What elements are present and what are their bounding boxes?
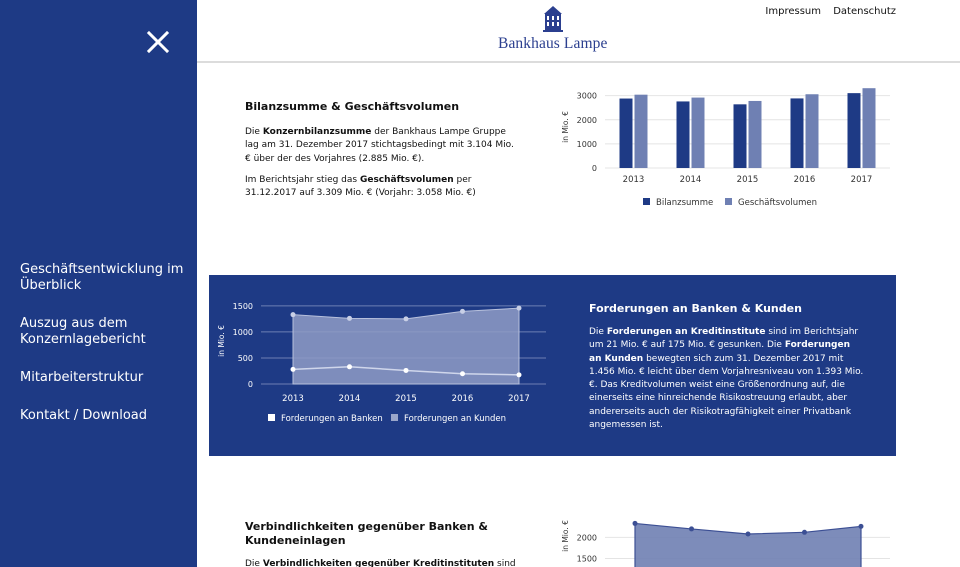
y-axis-label: in Mio. € <box>561 111 570 143</box>
section-forderungen <box>209 275 896 456</box>
y-axis-label: in Mio. € <box>561 520 570 552</box>
nav-item-konzernlagebericht[interactable]: Auszug aus dem Konzernlagebericht <box>20 316 146 347</box>
section-title: Forderungen an Banken & Kunden <box>589 302 802 315</box>
data-point <box>689 526 694 531</box>
bar <box>749 101 762 168</box>
data-point <box>347 364 352 369</box>
data-point <box>517 306 522 311</box>
bold-text: Geschäftsvolumen <box>359 174 454 185</box>
x-tick-label: 2013 <box>622 175 645 185</box>
paragraph <box>245 558 520 567</box>
y-tick-label: 1500 <box>232 301 253 311</box>
data-point <box>859 524 864 529</box>
bold-text: Forderungen an Kreditinstitute <box>606 327 766 337</box>
nav-item-mitarbeiterstruktur[interactable]: Mitarbeiterstruktur <box>20 370 144 385</box>
text-run: sind <box>494 559 516 567</box>
bold-text: Forderungen an Kunden <box>589 340 850 364</box>
x-tick-label: 2015 <box>395 394 417 404</box>
y-tick-label: 1000 <box>576 139 597 149</box>
section-bilanzsumme <box>245 100 520 208</box>
area-chart-verbindlichkeiten <box>555 512 900 567</box>
legend-swatch <box>391 414 398 421</box>
nav-item-kontakt-download[interactable]: Kontakt / Download <box>20 408 148 423</box>
data-point <box>460 309 465 314</box>
bold-text: Konzernbilanzsumme <box>262 127 372 137</box>
bar <box>791 98 804 168</box>
data-point <box>404 316 409 321</box>
bank-building-icon <box>542 4 564 34</box>
data-point <box>802 530 807 535</box>
area-chart-forderungen <box>211 290 556 440</box>
text-run: per 31.12.2017 auf 3.309 Mio. € (Vorjahr: 3.058 Mio. €) <box>245 174 476 199</box>
x-tick-label: 2017 <box>850 175 873 185</box>
bar <box>635 95 648 168</box>
text-run: sind im Berichtsjahr um 21 Mio. € auf 175 Mio. € gesunken. Die <box>589 327 859 351</box>
legend-label: Geschäftsvolumen <box>738 198 817 208</box>
datenschutz-link[interactable]: Datenschutz <box>833 6 896 17</box>
data-point <box>291 367 296 372</box>
paragraph <box>245 126 520 166</box>
y-axis-label: in Mio. € <box>217 325 226 357</box>
data-point <box>291 312 296 317</box>
impressum-link[interactable]: Impressum <box>765 6 822 17</box>
bar <box>734 104 747 168</box>
y-tick-label: 1500 <box>576 554 597 564</box>
logo-text[interactable]: Bankhaus Lampe <box>498 35 608 52</box>
text-run: Die <box>245 559 263 567</box>
bold-text: Verbindlichkeiten gegenüber Kreditinstituten <box>262 559 495 567</box>
legend-label: Forderungen an Banken <box>281 414 383 424</box>
top-links <box>756 6 896 17</box>
bar <box>620 99 633 168</box>
y-tick-label: 0 <box>591 164 597 173</box>
y-tick-label: 500 <box>237 353 253 363</box>
x-tick-label: 2016 <box>451 394 474 404</box>
bar <box>692 98 705 168</box>
x-tick-label: 2017 <box>508 394 530 404</box>
header <box>197 0 960 63</box>
text-run: Die <box>589 327 607 337</box>
text-run: der Bankhaus Lampe Gruppe lag am 31. Dezember 2017 stichtagsbedingt mit 3.104 Mio. € über der des Vorjahres (2.885 Mio. €). <box>245 127 514 164</box>
x-tick-label: 2016 <box>793 175 816 185</box>
legend-label: Forderungen an Kunden <box>404 414 506 424</box>
x-tick-label: 2014 <box>679 175 702 185</box>
x-tick-label: 2014 <box>338 394 361 404</box>
area-series <box>635 523 861 567</box>
bar-chart-bilanzsumme <box>555 78 900 218</box>
legend-swatch <box>725 198 732 205</box>
legend-swatch <box>643 198 650 205</box>
text-run: Die <box>245 127 263 137</box>
data-point <box>404 368 409 373</box>
data-point <box>460 371 465 376</box>
data-point <box>517 372 522 377</box>
y-tick-label: 2000 <box>576 533 597 543</box>
legend-swatch <box>268 414 275 421</box>
data-point <box>633 521 638 526</box>
x-tick-label: 2015 <box>736 175 759 185</box>
section-verbindlichkeiten <box>245 520 520 567</box>
legend-label: Bilanzsumme <box>656 198 714 208</box>
y-tick-label: 1000 <box>232 327 253 337</box>
data-point <box>347 316 352 321</box>
sidebar-nav <box>20 262 190 446</box>
section-title: Verbindlichkeiten gegenüber Banken & Kundeneinlagen <box>245 520 488 547</box>
nav-item-geschaeftsentwicklung[interactable]: Geschäftsentwicklung im Überblick <box>20 262 184 293</box>
bar <box>806 94 819 168</box>
y-tick-label: 0 <box>247 380 253 389</box>
sidebar <box>0 0 197 567</box>
bar <box>848 93 861 168</box>
x-tick-label: 2013 <box>282 394 304 404</box>
paragraph <box>245 174 520 201</box>
text-run: bewegten sich zum 31. Dezember 2017 mit 1.456 Mio. € leicht über dem Vorjahresniveau von 1.393 Mio. €. Das Kreditvolumen weist eine Größenordnung auf, die einerseits eine hinreichende Risikostreuung erlaubt, aber andererseits auch der Risikotragfähigkeit einer Privatbank angemessen ist. <box>589 353 864 431</box>
data-point <box>746 532 751 537</box>
bar <box>863 88 876 168</box>
section-title: Bilanzsumme & Geschäftsvolumen <box>245 100 460 113</box>
close-icon[interactable] <box>145 29 171 55</box>
text-run: Im Berichtsjahr stieg das <box>245 174 360 185</box>
paragraph <box>589 326 864 432</box>
y-tick-label: 3000 <box>576 91 597 101</box>
y-tick-label: 2000 <box>576 115 597 125</box>
bar <box>677 101 690 168</box>
